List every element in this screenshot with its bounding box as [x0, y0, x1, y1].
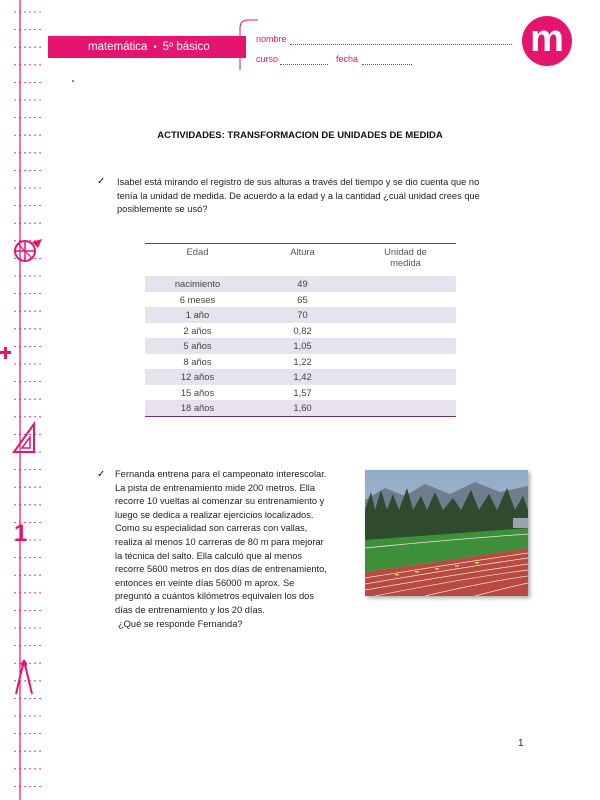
header-tab-curve [238, 18, 258, 72]
height-cell: 70 [250, 307, 355, 323]
unit-cell[interactable] [355, 400, 456, 416]
table-row [145, 338, 456, 354]
height-cell: 0,82 [293, 324, 312, 336]
name-label: nombre [256, 34, 287, 44]
page-title: ACTIVIDADES: TRANSFORMACION DE UNIDADES DE MEDIDA [157, 130, 443, 141]
age-cell: 5 años [145, 338, 250, 354]
table-row [145, 369, 456, 385]
table-row [145, 292, 456, 308]
unit-cell[interactable] [355, 385, 456, 401]
unit-cell[interactable] [355, 354, 456, 370]
age-cell: 2 años [183, 324, 212, 336]
activity2-line: realiza al menos 10 carreras de 80 m para mejorar [115, 536, 324, 547]
height-table [145, 243, 456, 417]
grade-label: 5º básico [162, 41, 210, 53]
height-cell: 65 [297, 293, 308, 305]
unit-cell[interactable] [355, 307, 456, 323]
subject-separator: • [153, 42, 157, 52]
date-label: fecha [336, 54, 359, 64]
logo-letter: m [530, 18, 564, 60]
header-unit: Unidad de medida [384, 246, 427, 268]
activity2-line: Como su especialidad son carreras con vallas, [115, 523, 308, 534]
age-cell: 8 años [183, 355, 212, 367]
activity1-line: tenía la unidad de medida. De acuerdo a la edad y a la cantidad ¿cuál unidad crees que [117, 190, 480, 201]
course-field-line [280, 64, 328, 65]
protractor-icon [12, 236, 44, 266]
age-cell: 6 meses [179, 293, 216, 305]
brand-logo [522, 16, 572, 66]
stray-dot [72, 80, 74, 82]
table-row [145, 323, 456, 339]
unit-cell[interactable] [355, 323, 456, 339]
margin-number-one: 1 [14, 520, 28, 547]
activity2-question: ¿Qué se responde Fernanda? [118, 618, 243, 629]
unit-cell[interactable] [355, 338, 456, 354]
unit-cell[interactable] [355, 276, 456, 292]
compass-icon [12, 658, 36, 698]
age-cell: 15 años [180, 386, 215, 398]
subject-label: matemática [88, 41, 148, 53]
height-cell: 1,22 [293, 355, 312, 367]
header-height: Altura [290, 246, 315, 257]
activity2-line: recorre 5600 metros en dos días de entrenamiento, [115, 564, 327, 575]
subject-header [48, 36, 246, 58]
height-cell: 49 [250, 276, 355, 292]
activity2-line: la técnica del salto. Ella calculó que al menos [115, 550, 303, 561]
header-age: Edad [186, 246, 209, 257]
activity2-line: entonces en veinte días 56000 m aprox. Se [115, 577, 295, 588]
activity2-line: días de entrenamiento y los 20 días. [115, 604, 265, 615]
height-cell: 1,57 [293, 386, 312, 398]
unit-cell[interactable] [355, 292, 456, 308]
activity1-line: posiblemente se usó? [117, 204, 208, 215]
activity1-line: Isabel está mirando el registro de sus alturas a través del tiempo y se dio cuenta que no [117, 177, 480, 187]
checkmark-icon: ✓ [97, 176, 106, 187]
activity1-text [117, 176, 527, 217]
age-cell: nacimiento [145, 276, 250, 292]
height-cell: 1,42 [250, 369, 355, 385]
activity2-line: preguntó a cuántos kilómetros equivalen los dos [115, 591, 314, 602]
checkmark-icon: ✓ [97, 469, 106, 480]
table-row [145, 276, 456, 292]
page-number: 1 [518, 738, 524, 749]
activity2-line: luego se dedica a realizar ejercicios localizados. [115, 509, 314, 520]
activity2-text [115, 468, 360, 631]
age-cell: 1 año [145, 307, 250, 323]
unit-cell[interactable] [355, 369, 456, 385]
plus-icon [0, 346, 12, 360]
activity2-line: recorre 10 vueltas al comenzar su entrenamiento y [115, 496, 325, 507]
table-row [145, 400, 456, 416]
set-square-icon [10, 420, 38, 456]
date-field-line [362, 64, 412, 65]
height-cell: 1,05 [250, 338, 355, 354]
table-row [145, 385, 456, 401]
activity2-line: Fernanda entrena para el campeonato interescolar. [115, 469, 327, 479]
name-field-line [290, 44, 512, 45]
table-row [145, 354, 456, 370]
course-label: curso [256, 54, 279, 64]
age-cell: 12 años [145, 369, 250, 385]
running-track-photo [365, 470, 528, 596]
age-cell: 18 años [145, 400, 250, 416]
table-row [145, 307, 456, 323]
height-cell: 1,60 [250, 400, 355, 416]
activity2-line: La pista de entrenamiento mide 200 metros. Ella [115, 482, 315, 493]
table-header-row [145, 244, 456, 277]
